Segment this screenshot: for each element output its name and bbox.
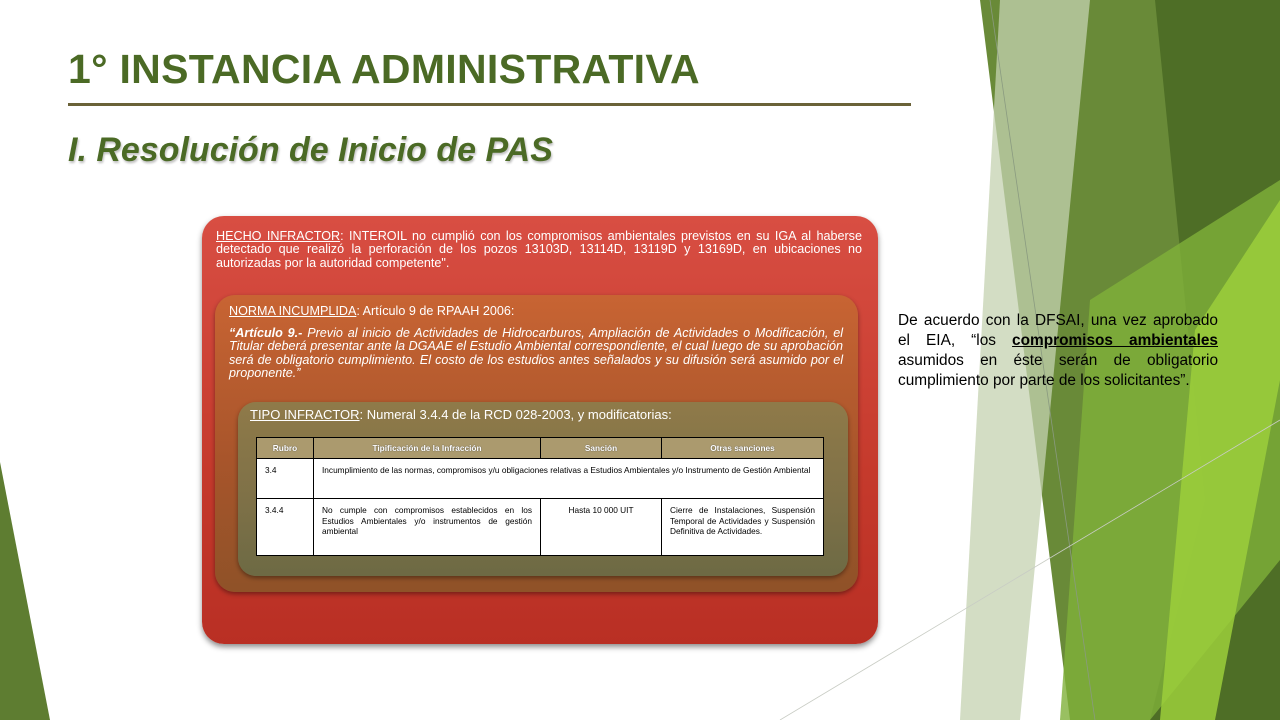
hecho-infractor-text — [216, 230, 862, 270]
slide-subtitle: I. Resolución de Inicio de PAS — [68, 131, 553, 169]
tipo-infractor-reference: : Numeral 3.4.4 de la RCD 028-2003, y modificatorias: — [359, 407, 672, 422]
left-green-triangle — [0, 462, 50, 720]
cell-tipificacion: No cumple con compromisos establecidos en los Estudios Ambientales y/o instrumentos de gestión ambiental — [314, 499, 541, 556]
dfsai-note — [898, 311, 1218, 391]
cell-tipificacion: Incumplimiento de las normas, compromisos y/u obligaciones relativas a Estudios Ambientales y/o Instrumento de Gestión Ambiental — [314, 459, 824, 499]
hecho-infractor-description: : INTEROIL no cumplió con los compromisos ambientales previstos en su IGA al haberse detectado que realizó la perforación de los pozos 13103D, 13114D, 13119D y 13169D, en ubicaciones no autorizadas por la autoridad competente". — [216, 229, 862, 270]
header-rubro: Rubro — [257, 438, 314, 459]
cell-otras-sanciones: Cierre de Instalaciones, Suspensión Temporal de Actividades y Suspensión Definitiva de Actividades. — [662, 499, 824, 556]
article-9-quote — [229, 327, 843, 381]
table-row — [257, 459, 824, 499]
header-otras-sanciones: Otras sanciones — [662, 438, 824, 459]
hecho-infractor-label: HECHO INFRACTOR — [216, 229, 341, 243]
dfsai-note-emphasis: compromisos ambientales — [1012, 332, 1218, 349]
cell-sancion: Hasta 10 000 UIT — [541, 499, 662, 556]
dfsai-note-part2: asumidos en éste serán de obligatorio cumplimiento por parte de los solicitantes”. — [898, 352, 1218, 389]
header-tipificacion: Tipificación de la Infracción — [314, 438, 541, 459]
title-underline — [68, 103, 911, 106]
tipo-infractor-label: TIPO INFRACTOR — [250, 407, 360, 422]
article-9-label: “Artículo 9.- — [229, 326, 303, 340]
tipo-infractor-heading — [250, 408, 830, 421]
dfsai-note-part1: De acuerdo con la DFSAI, una vez aprobado el EIA, “los — [898, 312, 1218, 349]
norma-incumplida-heading — [229, 305, 843, 318]
article-9-text: Previo al inicio de Actividades de Hidrocarburos, Ampliación de Actividades o Modificación, el Titular deberá presentar ante la DGAAE el Estudio Ambiental correspondiente, el cual luego de su aprobación será de obligatorio cumplimiento. El costo de los estudios antes señalados y su difusión será asumido por el proponente.” — [229, 326, 843, 381]
table-row — [257, 499, 824, 556]
header-sancion: Sanción — [541, 438, 662, 459]
table-header-row — [257, 438, 824, 459]
infraction-table — [256, 437, 824, 556]
cell-rubro: 3.4.4 — [257, 499, 314, 556]
norma-incumplida-reference: : Artículo 9 de RPAAH 2006: — [356, 304, 515, 318]
norma-incumplida-label: NORMA INCUMPLIDA — [229, 304, 357, 318]
cell-rubro: 3.4 — [257, 459, 314, 499]
slide-title: 1° INSTANCIA ADMINISTRATIVA — [68, 46, 700, 92]
